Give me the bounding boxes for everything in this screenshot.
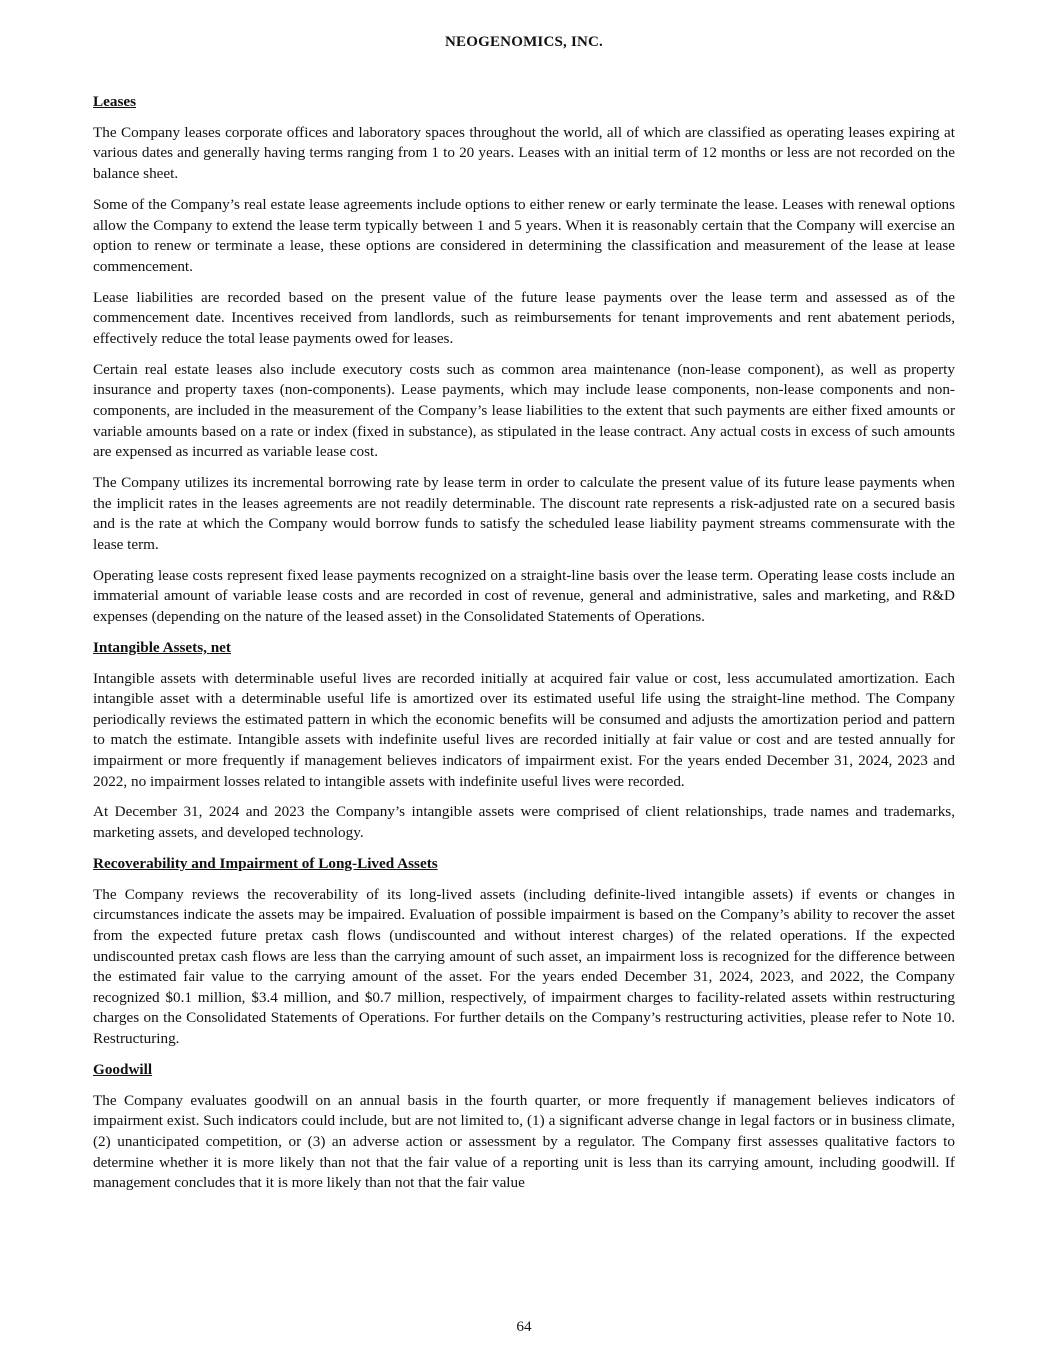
goodwill-paragraph-1: The Company evaluates goodwill on an annual basis in the fourth quarter, or more frequently if management believes indicators of impairment exist. Such indicators could include, but are not limited to, (1) a significant adverse change in legal factors or in business climate, (2) unanticipated competition, or (3) an adverse action or assessment by a regulator. The Company first assesses qualitative factors to determine whether it is more likely than not that the fair value of a reporting unit is less than its carrying amount, including goodwill. If management concludes that it is more likely than not that the fair value xyxy=(93,1091,955,1192)
page-number: 64 xyxy=(516,1318,532,1335)
intangible-assets-paragraph-1: Intangible assets with determinable useful lives are recorded initially at acquired fair value or cost, less accumulated amortization. Each intangible asset with a determinable useful life is amortized over its estimated useful life using the straight-line method. The Company periodically reviews the estimated pattern in which the economic benefits will be consumed and adjusts the amortization period and pattern to match the estimate. Intangible assets with indefinite useful lives are recorded initially at fair value or cost and are tested annually for impairment or more frequently if management believes indicators of impairment exist. For the years ended December 31, 2024, 2023 and 2022, no impairment losses related to intangible assets with indefinite useful lives were recorded. xyxy=(93,669,955,790)
page-header: NEOGENOMICS, INC. xyxy=(445,34,603,50)
section-heading-intangible-assets: Intangible Assets, net xyxy=(93,638,231,656)
intangible-assets-paragraph-2: At December 31, 2024 and 2023 the Company’s intangible assets were comprised of client relationships, trade names and trademarks, marketing assets, and developed technology. xyxy=(93,803,955,842)
section-heading-leases: Leases xyxy=(93,93,137,110)
leases-paragraph-2: Some of the Company’s real estate lease agreements include options to either renew or early terminate the lease. Leases with renewal options allow the Company to extend the lease term typically between 1 and 5 years. When it is reasonably certain that the Company will exercise an option to renew or terminate a lease, these options are considered in determining the classification and measurement of the lease at lease commencement. xyxy=(93,195,955,275)
leases-paragraph-1: The Company leases corporate offices and laboratory spaces throughout the world, all of which are classified as operating leases expiring at various dates and generally having terms ranging from 1 to 20 years. Leases with an initial term of 12 months or less are not recorded on the balance sheet. xyxy=(93,123,955,183)
leases-paragraph-5: The Company utilizes its incremental borrowing rate by lease term in order to calculate the present value of its future lease payments when the implicit rates in the leases agreements are not readily determinable. The discount rate represents a risk-adjusted rate on a secured basis and is the rate at which the Company would borrow funds to satisfy the scheduled lease liability payment streams commensurate with the lease term. xyxy=(93,473,955,553)
leases-paragraph-4: Certain real estate leases also include executory costs such as common area maintenance (non-lease component), as well as property insurance and property taxes (non-components). Lease payments, which may include lease components, non-lease components and non-components, are included in the measurement of the Company’s lease liabilities to the extent that such payments are either fixed amounts or variable amounts based on a rate or index (fixed in substance), as stipulated in the lease contract. Any actual costs in excess of such amounts are expensed as incurred as variable lease cost. xyxy=(93,360,955,461)
recoverability-paragraph-1: The Company reviews the recoverability of its long-lived assets (including definite-lived intangible assets) if events or changes in circumstances indicate the assets may be impaired. Evaluation of possible impairment is based on the Company’s ability to recover the asset from the expected future pretax cash flows (undiscounted and without interest charges) of the related operations. If the expected undiscounted pretax cash flows are less than the carrying amount of such asset, an impairment loss is recognized for the difference between the estimated fair value to the carrying amount of the asset. For the years ended December 31, 2024, 2023, and 2022, the Company recognized $0.1 million, $3.4 million, and $0.7 million, respectively, of impairment charges to facility-related assets within restructuring charges on the Consolidated Statements of Operations. For further details on the Company’s restructuring activities, please refer to Note 10. Restructuring. xyxy=(93,885,955,1048)
section-heading-goodwill: Goodwill xyxy=(93,1060,153,1078)
section-heading-recoverability: Recoverability and Impairment of Long-Lived Assets xyxy=(93,854,438,872)
leases-paragraph-6: Operating lease costs represent fixed lease payments recognized on a straight-line basis over the lease term. Operating lease costs include an immaterial amount of variable lease costs and are recorded in cost of revenue, general and administrative, sales and marketing, and R&D expenses (depending on the nature of the leased asset) in the Consolidated Statements of Operations. xyxy=(93,566,955,625)
leases-paragraph-3: Lease liabilities are recorded based on the present value of the future lease payments over the lease term and assessed as of the commencement date. Incentives received from landlords, such as reimbursements for tenant improvements and rent abatement periods, effectively reduce the total lease payments owed for leases. xyxy=(93,288,955,347)
document-body xyxy=(93,92,955,1204)
